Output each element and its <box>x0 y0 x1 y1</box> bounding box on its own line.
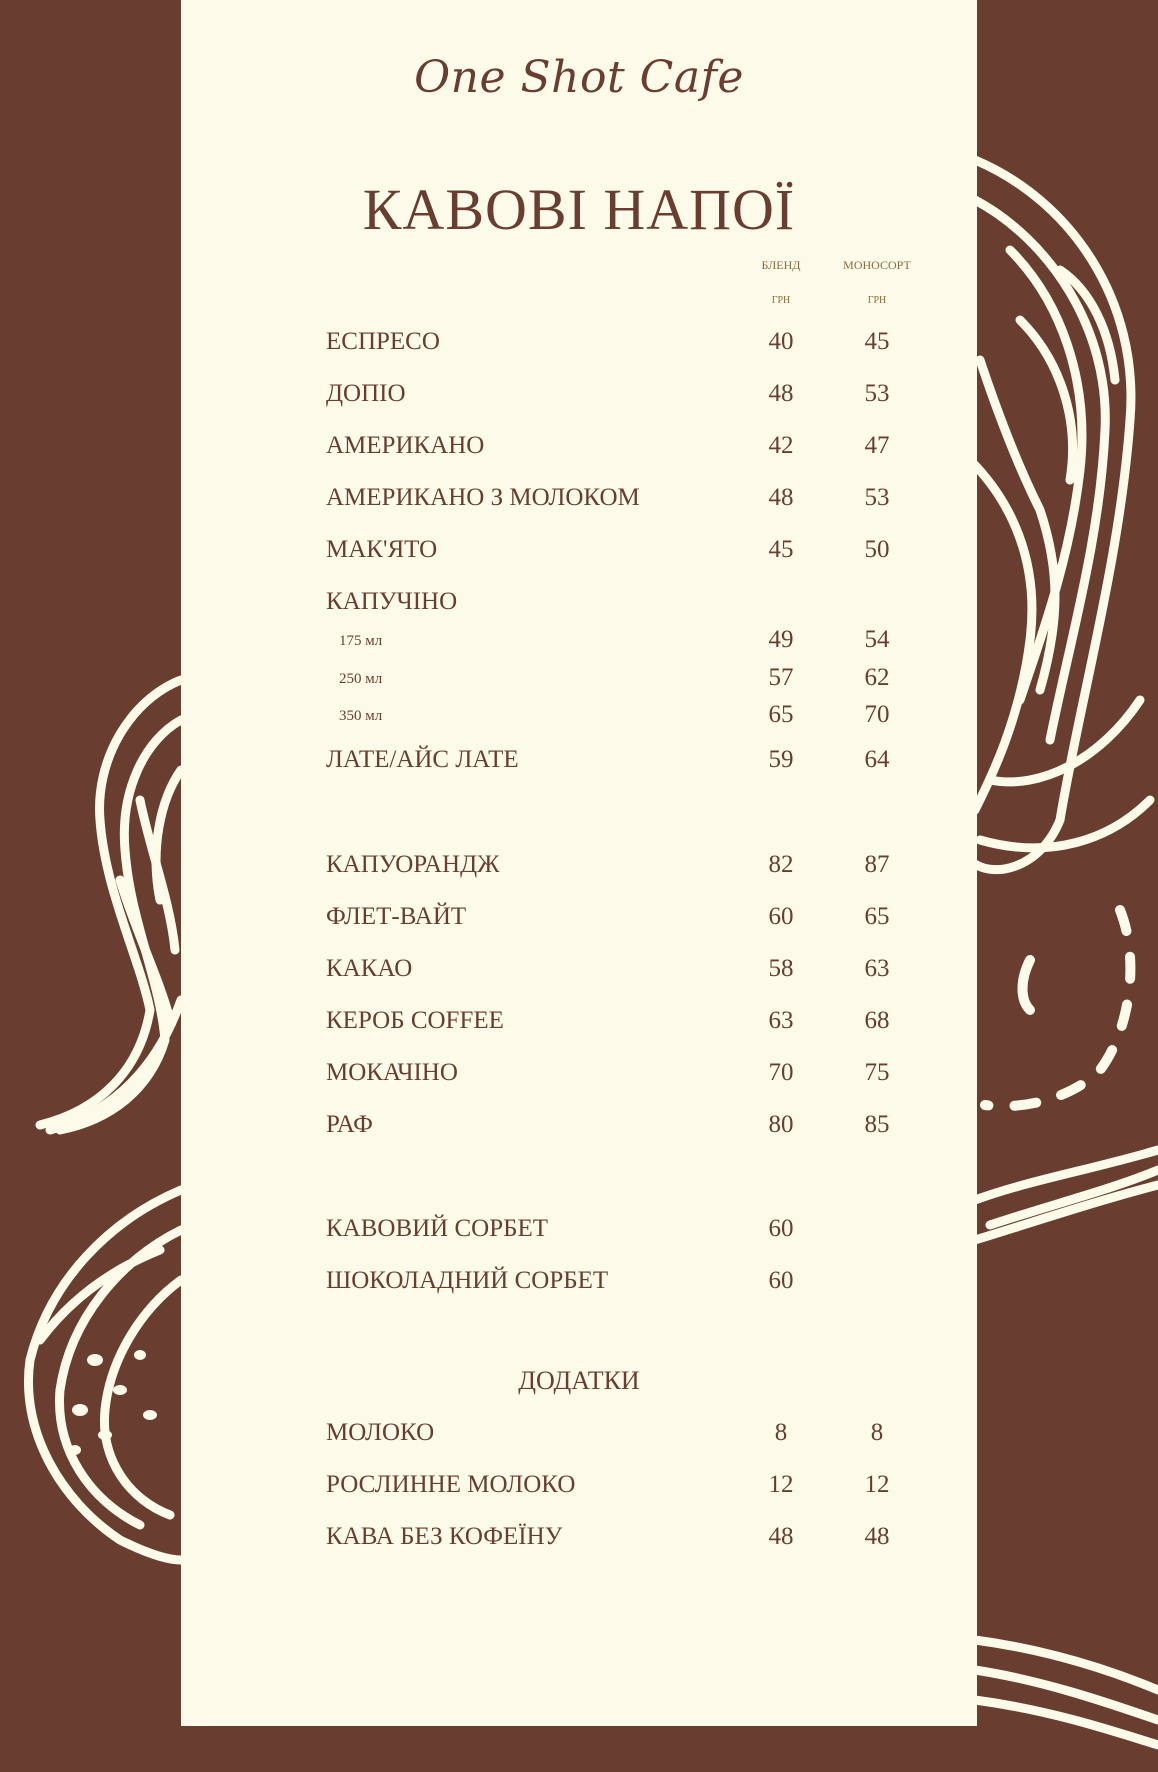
menu-row <box>181 701 977 733</box>
extra-item-name: КАВА БЕЗ КОФЕЇНУ <box>326 1523 563 1550</box>
menu-item-name: КЕРОБ COFFEE <box>326 1007 504 1034</box>
price-mono: 85 <box>864 1111 890 1138</box>
price-blend: 8 <box>774 1419 788 1446</box>
price-mono: 12 <box>864 1471 890 1498</box>
price-blend: 60 <box>768 1215 794 1242</box>
extra-item-name: РОСЛИННЕ МОЛОКО <box>326 1471 576 1498</box>
price-blend: 58 <box>768 955 794 982</box>
column-unit-blend: ГРН <box>771 295 791 306</box>
price-blend: 48 <box>768 1523 794 1550</box>
price-blend: 49 <box>768 626 794 653</box>
menu-row <box>181 955 977 987</box>
menu-row <box>181 1007 977 1039</box>
price-blend: 42 <box>768 432 794 459</box>
menu-item-name: КАПУОРАНДЖ <box>326 851 500 878</box>
price-blend: 40 <box>768 328 794 355</box>
menu-item-name: РАФ <box>326 1111 373 1138</box>
column-header-blend: БЛЕНД <box>761 258 801 272</box>
price-mono: 48 <box>864 1523 890 1550</box>
price-blend: 48 <box>768 484 794 511</box>
menu-title: КАВОВІ НАПОЇ <box>362 177 796 242</box>
menu-row <box>181 664 977 696</box>
brand-logo: One Shot Cafe <box>414 52 744 103</box>
menu-item-name: МОКАЧІНО <box>326 1059 458 1086</box>
price-mono: 75 <box>864 1059 890 1086</box>
menu-item-name: КАКАО <box>326 955 413 982</box>
price-blend: 12 <box>768 1471 794 1498</box>
menu-item-name: ФЛЕТ-ВАЙТ <box>326 903 467 930</box>
extra-item-name: МОЛОКО <box>326 1419 435 1446</box>
menu-item-name: МАК'ЯТО <box>326 536 438 563</box>
menu-row <box>181 851 977 883</box>
price-mono: 54 <box>864 626 890 653</box>
price-blend: 65 <box>768 701 794 728</box>
extra-row <box>181 1471 977 1503</box>
price-blend: 70 <box>768 1059 794 1086</box>
menu-row <box>181 1059 977 1091</box>
menu-item-size: 250 мл <box>339 671 383 687</box>
price-mono: 87 <box>864 851 890 878</box>
price-blend: 45 <box>768 536 794 563</box>
extra-row <box>181 1523 977 1555</box>
price-mono: 45 <box>864 328 890 355</box>
price-mono: 50 <box>864 536 890 563</box>
menu-row <box>181 536 977 568</box>
price-mono: 62 <box>864 664 890 691</box>
price-blend: 60 <box>768 1267 794 1294</box>
price-mono: 53 <box>864 380 890 407</box>
menu-item-size: 175 мл <box>339 633 383 649</box>
price-blend: 60 <box>768 903 794 930</box>
price-mono: 70 <box>864 701 890 728</box>
menu-row <box>181 380 977 412</box>
menu-item-name: КАПУЧІНО <box>326 588 458 615</box>
price-blend: 82 <box>768 851 794 878</box>
menu-row <box>181 1215 977 1247</box>
price-blend: 59 <box>768 746 794 773</box>
menu-item-size: 350 мл <box>339 708 383 724</box>
menu-row <box>181 588 977 620</box>
column-unit-mono: ГРН <box>867 295 887 306</box>
menu-item-name: ЛАТЕ/АЙС ЛАТЕ <box>326 746 519 773</box>
menu-row <box>181 432 977 464</box>
price-mono: 53 <box>864 484 890 511</box>
menu-row <box>181 1267 977 1299</box>
menu-row <box>181 626 977 658</box>
menu-item-name: ШОКОЛАДНИЙ СОРБЕТ <box>326 1267 609 1294</box>
price-blend: 48 <box>768 380 794 407</box>
price-blend: 63 <box>768 1007 794 1034</box>
menu-row <box>181 1111 977 1143</box>
menu-row <box>181 903 977 935</box>
menu-row <box>181 328 977 360</box>
menu-row <box>181 746 977 778</box>
menu-row <box>181 484 977 516</box>
column-header-mono: МОНОСОРТ <box>843 258 911 272</box>
price-blend: 57 <box>768 664 794 691</box>
price-mono: 47 <box>864 432 890 459</box>
menu-panel <box>181 0 977 1726</box>
menu-item-name: КАВОВИЙ СОРБЕТ <box>326 1215 549 1242</box>
price-mono: 8 <box>870 1419 884 1446</box>
price-mono: 63 <box>864 955 890 982</box>
extra-row <box>181 1419 977 1451</box>
price-mono: 68 <box>864 1007 890 1034</box>
price-mono: 65 <box>864 903 890 930</box>
menu-item-name: АМЕРИКАНО З МОЛОКОМ <box>326 484 640 511</box>
price-blend: 80 <box>768 1111 794 1138</box>
price-mono: 64 <box>864 746 890 773</box>
menu-item-name: АМЕРИКАНО <box>326 432 485 459</box>
menu-item-name: ЕСПРЕСО <box>326 328 440 355</box>
extras-title: ДОДАТКИ <box>518 1366 640 1395</box>
menu-item-name: ДОПІО <box>326 380 406 407</box>
